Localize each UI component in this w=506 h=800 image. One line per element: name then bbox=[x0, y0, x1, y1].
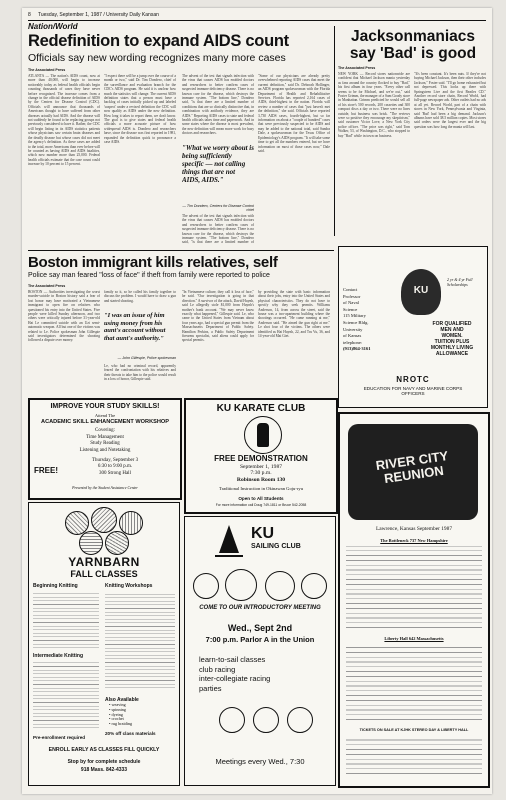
scholarship-lines: FOR QUALIFIED MEN AND WOMEN. TUITION PLUS MONTHLY LIVING ALLOWANCE bbox=[430, 321, 474, 357]
study-attend: Attend The bbox=[94, 413, 116, 418]
liberty-hall-heading: Liberty Hall 642 Massachusetts bbox=[384, 636, 444, 641]
reunion-banner bbox=[348, 424, 478, 520]
sailing-meetings: Meetings every Wed., 7:30 bbox=[215, 757, 305, 766]
karate-ad bbox=[184, 398, 338, 514]
liberty-hall-listings bbox=[346, 644, 482, 724]
workshop-schedule bbox=[105, 591, 175, 691]
prereg-required: Pre-enrollment required bbox=[33, 735, 86, 740]
boston-byline: The Associated Press bbox=[28, 284, 66, 288]
karate-open: Open to All Students bbox=[238, 496, 284, 501]
study-when: Thursday, September 3 6:30 to 9:00 p.m. 300 Strong Hall bbox=[91, 458, 139, 476]
aids-col-1: ATLANTA — The nation's AIDS count, now at more than 40,000, will begin to increase noticeably today as federal health officials begin counting thousands of cases they have never before recognized. The increase comes from a change in the official disease definition of AIDS by the Centers for Disease Control (CDC). Officials will announce that thousands of Americans thought to have suffered from other diseases actually had AIDS. And the disease will not suddenly be found to be replacing groups not previously considered to have it. Rather, the CDC will begin listing in its AIDS statistics patients whose physicians saw certain brain diseases and the deadly disease but whose cases did not meet the agency's definition. As these cases are added to the total, more Americans than ever before will be counted as having AIDS and AIDS fatalities, which now number more than 25,000. Federal health officials estimate that the case count could increase by 10 percent to 15 percent. bbox=[28, 74, 100, 167]
yarnbarn-title: YARNBARN bbox=[68, 555, 140, 569]
study-skills-ad bbox=[28, 398, 182, 500]
column-divider bbox=[334, 26, 335, 236]
jackson-col-2: "It's been constant. It's been nuts. If they're not buying Michael Jackson, then their other includes Jackson," Foster said. "I'll go home exhausted but not depressed. This looks up there with Springsteen Live and the first Beatles CD." Another record store chain, Record World, had full-page newspaper ads. Other outlets had no ads at all yet. Record World, part of a chain with stores in New York, Pennsylvania and Virginia, said 'Bad' had been a big demand. Jackson's albums have sold 38.5 million copies. Most stores said orders were the largest ever and the big question was how long the mania will last. bbox=[414, 72, 486, 129]
intermediate-knitting: Intermediate Knitting bbox=[33, 653, 84, 659]
boston-col-4: by providing the state with basic information about their jobs, entry into the United States and physical characteristics. They do not have to specify why they seek permits. Williams Anderson, 14, from across the street, said the house was a two-apartment building where the shootings occurred. "He came running at me," Anderson said. "He aimed the gun right at me." Le shot four of the victims. The others were identified as Hai Huynh, 22, and Tru Vu, 36, and 14-year-old Mai Giet. bbox=[258, 290, 330, 339]
jayhawk-logo-icon: KU bbox=[401, 269, 441, 315]
sailing-welcome: COME TO OUR INTRODUCTORY MEETING bbox=[199, 605, 321, 611]
nrotc-ad bbox=[338, 246, 488, 408]
aids-pull-quote: "What we worry about is being sufficiently specific — not calling things that are not AIDS, AIDS." bbox=[182, 144, 254, 184]
jackson-byline: The Associated Press bbox=[338, 66, 376, 70]
dateline: Tuesday, September 1, 1987 / University Daily Kansan bbox=[38, 12, 159, 18]
sailing-date: Wed., Sept 2nd bbox=[227, 623, 293, 633]
flag-icon bbox=[265, 571, 295, 601]
also-available-list: • weaving • spinning • dyeing • crochet • rug braiding bbox=[109, 702, 133, 727]
wheel-icon bbox=[193, 573, 219, 599]
aids-col-3a: The advent of the test that signals infection with the virus that causes AIDS has enabled doctors and researchers to better confirm cases of suspected immune deficiency disease. There is no known cure for the disease, which destroys the immune system. "The bottom line," Dondero said, "is that there are a limited number of conditions that are so clinically distinctive that, in combination with antibody evidence, they are AIDS." Reporting AIDS cases to state and federal health officials takes time and paperwork. And in some states where the disease is most prevalent, the new definition will mean more work for busy doctors and researchers. bbox=[182, 74, 254, 136]
karate-demo: FREE DEMONSTRATION bbox=[214, 454, 308, 463]
sailing-pitch: learn-to-sail classes club racing inter-collegiate racing parties bbox=[199, 655, 271, 693]
enroll-early: ENROLL EARLY AS CLASSES FILL QUICKLY bbox=[48, 747, 160, 753]
stop-by: Stop by for complete schedule bbox=[67, 759, 141, 765]
jackson-col-1: NEW YORK — Record stores nationwide are confident that Michael Jackson mania yesterday as fans around the country flocked to buy "Bad," his first album in four years. "Every other call seems to be for Michael, and we're out," said Foster Grimm, the manager of a Sam Goody store in Manhattan. Grimm predicted he would sell all of his store's 500 records, 200 cassettes and 300 compact discs a day or two. There were no lines outside, but business was brisk. "The reviews were so positive they encourage my skepticism," said customer Victor Love, a New York City police officer. "The price was right," said Tom Walker, 53, of Washington, D.C., who stopped to buy "Bad" while in town on business. bbox=[338, 72, 410, 138]
yarnbarn-address: 918 Mass. 842-4333 bbox=[80, 767, 128, 773]
beginning-schedule bbox=[33, 591, 99, 651]
also-available: Also Available bbox=[105, 697, 139, 703]
intermediate-schedule bbox=[33, 661, 99, 731]
boston-pull-quote: "I was an issue of him using money from his aunt's account without that aunt's authority." bbox=[104, 312, 166, 342]
aids-col-3b: The advent of the test that signals infection with the virus that causes AIDS has enabled doctors and researchers to better confirm cases of suspected immune deficiency disease. There is no known cure for the disease, which destroys the immune system. "The bottom line," Dondero said, "is that there are a limited number of bbox=[182, 214, 254, 244]
aids-col-4: "Some of our physicians are already pretty overwhelmed reporting AIDS cases that meet the current definition," said Dr. Deborah Hollinger, an AIDS program spokeswoman with the Florida Department of Health and Rehabilitative Services. Florida has reported 2,164 cases of AIDS, third-highest in the nation. Florida will review a number of cases that "just haven't met the definition," she said. Officials have reported 3,730 AIDS cases, fourth-highest, but so far information on about a "couple of hundred" cases that were previously suspected to be AIDS and may be added to the national total, said Sandra Dale, a spokeswoman for the Texas Office of Epidemiology's AIDS program. "It will take some time to get all the numbers entered, but we have information on most of those cases now," Dale said. bbox=[258, 74, 330, 153]
aids-headline: Redefinition to expand AIDS count bbox=[28, 32, 289, 50]
knitting-workshops: Knitting Workshops bbox=[105, 583, 153, 589]
fist-emblem-icon bbox=[244, 416, 282, 454]
bottleneck-heading: The Bottleneck 737 New Hampshire bbox=[380, 538, 448, 543]
jackson-headline: Jacksonmaniacs say 'Bad' is good bbox=[349, 28, 477, 62]
karate-style: Traditional Instruction in Okinawan Goju-ryu bbox=[218, 486, 304, 491]
nrotc-contact: Contact Professor of Naval Science 115 Military Science Bldg. University of Kansas telephone: (913)864-3161 bbox=[343, 287, 371, 352]
bottleneck-listings bbox=[346, 546, 482, 632]
study-free: FREE! bbox=[34, 466, 58, 475]
nrotc-subtitle: EDUCATION FOR NAVY AND MARINE CORPS OFFICERS bbox=[363, 386, 463, 397]
sun-icon bbox=[225, 569, 257, 601]
boston-subhead: Police say man feared "loss of face" if theft from family were reported to police bbox=[28, 272, 270, 279]
yarnbarn-subtitle: FALL CLASSES bbox=[70, 569, 138, 579]
nrotc-title: NROTC bbox=[396, 375, 430, 384]
boston-col-2b: Le, who had no criminal record, apparently feared the confrontation with his relatives and their threats to take him to the police would result in a loss of honor, Gillespie said. bbox=[104, 364, 176, 382]
beginning-knitting: Beginning Knitting bbox=[33, 583, 78, 589]
study-workshop: ACADEMIC SKILL ENHANCEMENT WORKSHOP bbox=[41, 419, 169, 425]
sailing-ad bbox=[184, 516, 336, 786]
study-title: IMPROVE YOUR STUDY SKILLS! bbox=[50, 403, 160, 410]
study-presenter: Presented by the Student Assistance Center bbox=[72, 486, 138, 490]
karate-when: September 1, 1987 7:30 p.m. Robinson Room 130 bbox=[236, 464, 286, 483]
newspaper-page bbox=[22, 8, 492, 794]
boston-quote-attribution: — John Gillespie, Police spokesman bbox=[117, 356, 176, 360]
race-badge-icon bbox=[253, 707, 279, 733]
boston-col-2a: family so it, so he called his family together to discuss the problem. I would have to draw a gun and started shooting. bbox=[104, 290, 176, 303]
karate-title: KU KARATE CLUB bbox=[216, 403, 306, 414]
materials-discount: 20% off class materials bbox=[105, 731, 156, 736]
reunion-place: Lawrence, Kansas September 1987 bbox=[375, 526, 453, 532]
sail-badge-icon bbox=[219, 707, 245, 733]
yarn-balls-icon bbox=[59, 507, 147, 553]
boston-top-rule bbox=[28, 250, 334, 251]
club-badge-icon bbox=[287, 707, 313, 733]
study-topics: Covering: Time Management Study Reading Listening and Notetaking bbox=[79, 428, 131, 453]
boston-col-3: "In Vietnamese culture, they call it loss of face," he said. "Our investigation is going in that direction." A survivor of the attack, David Huynh, said Le allegedly stole $1,000 from Huynh's mother's bank account. "We may never know exactly what happened," Gillespie said. Le, who came to the United States from Vietnam about four years ago, had a special gun permit from the Massachusetts Department of Public Safety. Hamilton Perkins, a Public Safety Department firearms specialist, said aliens could apply for special permits. bbox=[182, 290, 254, 343]
reunion-title: RIVER CITY REUNION bbox=[374, 448, 450, 487]
reunion-ad bbox=[338, 412, 490, 788]
reunion-tickets: TICKETS ON SALE AT KJHK STEREO DAY & LIBERTY HALL bbox=[359, 728, 469, 732]
sailing-ku: KU bbox=[251, 525, 275, 542]
aids-col-2: "I expect there will be a jump over the course of a month or two," said Dr. Tim Dondero, chief of the surveillance and evaluation branch for the CDC's AIDS program. He said it is unclear how much the statistics will change. The current AIDS definition states that a person must have a backlog of cases initially picked up and labeled 'suspect' under a revised definition the CDC will now qualify as AIDS under the new definition. How long it takes to report them, we don't know. The goal is to give states and federal health officials a more accurate picture of how widespread AIDS is. Dondero and researchers have, since the disease was first reported in 1981, expanded the definition quick to pronounce a case AIDS. bbox=[104, 74, 176, 145]
aids-subhead: Officials say new wording recognizes many more cases bbox=[28, 52, 286, 64]
page-number: 8 bbox=[28, 12, 31, 18]
aids-byline: The Associated Press bbox=[28, 68, 66, 72]
boston-col-1: BOSTON — Authorities investigating the worst murder-suicide in Boston history said a fear of lost honor may have motivated a Vietnamese immigrant to open fire on relatives who questioned his entry into the United States. Five people were killed Sunday afternoon, and two others were critically injured before 31-year-old Hai Le committed suicide with an Uzi semi-automatic weapon. All but one of the victims was related to Le. Police spokesman John Gillespie said investigators determined the shooting followed a dispute over money. bbox=[28, 290, 100, 343]
scholarship-badge: 2 yr & 4 yr Full Scholarships bbox=[447, 277, 473, 287]
compass-icon bbox=[301, 573, 327, 599]
section-label: Nation/World bbox=[28, 22, 78, 31]
yarnbarn-ad bbox=[28, 502, 180, 786]
boston-headline: Boston immigrant kills relatives, self bbox=[28, 254, 278, 271]
karate-contact: For more information call Doug 749-1811 or Bruce 542-2058 bbox=[215, 503, 307, 507]
masthead-rule bbox=[28, 20, 486, 21]
aids-quote-attribution: — Tim Dondero, Centers for Disease Control chief bbox=[182, 204, 254, 212]
sailboat-icon bbox=[215, 523, 243, 563]
sailing-title: SAILING CLUB bbox=[251, 543, 301, 550]
other-listings bbox=[346, 738, 482, 778]
sailing-time: 7:00 p.m. Parlor A in the Union bbox=[205, 635, 315, 644]
